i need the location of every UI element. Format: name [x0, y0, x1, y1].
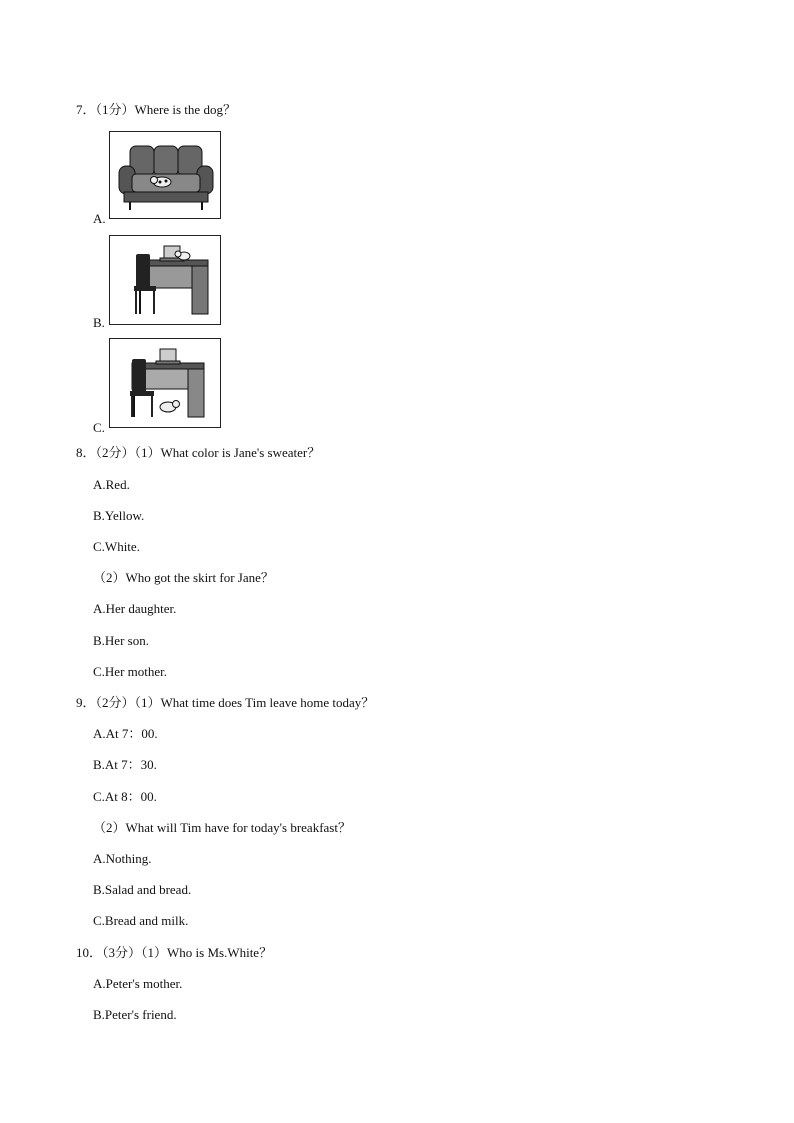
- q9-2-stem: （2）What will Tim have for today's breakfast？: [93, 820, 351, 835]
- q9-2-option-a[interactable]: A.Nothing.: [93, 851, 152, 866]
- q8-1-option-c[interactable]: C.White.: [93, 539, 140, 554]
- q9-2-option-b[interactable]: B.Salad and bread.: [93, 882, 192, 897]
- question-10-stem: 10．（3分）（1）Who is Ms.White？: [76, 945, 273, 960]
- q9-1-option-a[interactable]: A.At 7：00.: [93, 726, 158, 741]
- question-7-stem: 7．（1分）Where is the dog？: [76, 102, 236, 117]
- q8-1-option-a[interactable]: A.Red.: [93, 477, 130, 492]
- q8-2-option-a[interactable]: A.Her daughter.: [93, 601, 177, 616]
- q10-1-option-b[interactable]: B.Peter's friend.: [93, 1007, 177, 1022]
- question-8-stem: 8．（2分）（1）What color is Jane's sweater？: [76, 445, 321, 460]
- sofa-with-dog-icon: [109, 131, 221, 219]
- q8-1-option-b[interactable]: B.Yellow.: [93, 508, 145, 523]
- question-9-stem: 9．（2分）（1）What time does Tim leave home today？: [76, 695, 375, 710]
- q8-2-option-c[interactable]: C.Her mother.: [93, 664, 168, 679]
- desk-with-dog-under-icon: [109, 338, 221, 428]
- q8-2-option-b[interactable]: B.Her son.: [93, 633, 149, 648]
- q9-1-option-c[interactable]: C.At 8：00.: [93, 789, 157, 804]
- q8-2-stem: （2）Who got the skirt for Jane？: [93, 570, 274, 585]
- q10-1-option-a[interactable]: A.Peter's mother.: [93, 976, 183, 991]
- q9-2-option-c[interactable]: C.Bread and milk.: [93, 913, 189, 928]
- q9-1-option-b[interactable]: B.At 7：30.: [93, 757, 157, 772]
- desk-with-dog-on-top-icon: [109, 235, 221, 325]
